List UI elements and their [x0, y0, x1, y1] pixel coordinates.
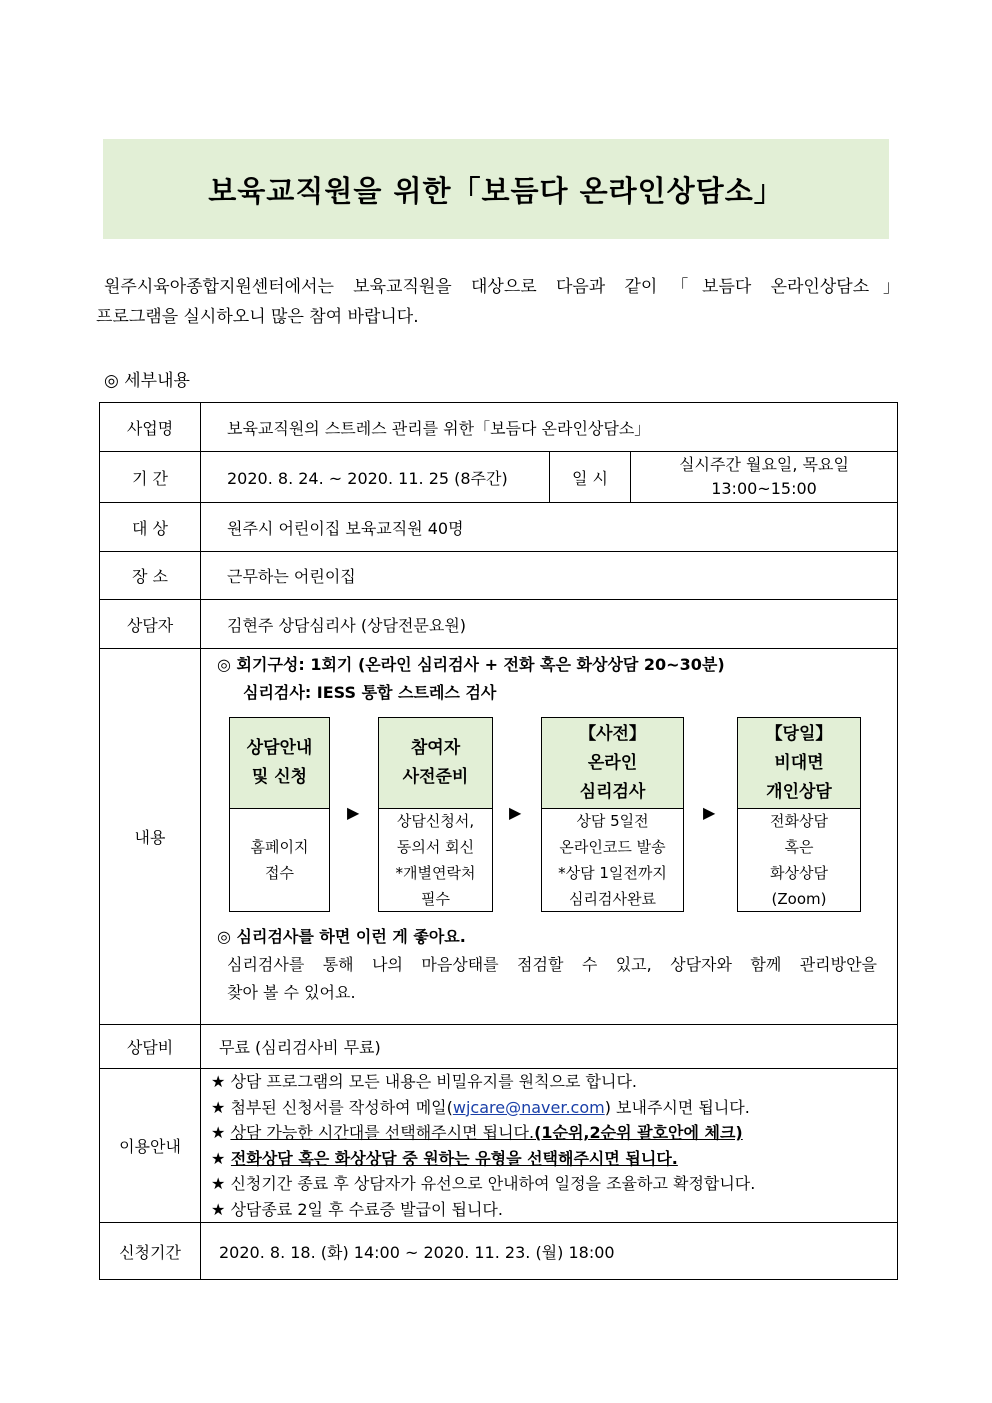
step-4-body	[738, 809, 860, 911]
guide-text: 상담 가능한 시간대를 선택해주시면 됩니다.	[230, 1123, 535, 1142]
guide-item	[211, 1120, 897, 1146]
step-2	[378, 717, 493, 912]
step-3-body	[542, 809, 683, 911]
row-period	[100, 452, 898, 503]
time-value	[631, 452, 898, 503]
step-3	[541, 717, 684, 912]
step-4-head-line: 【당일】	[765, 723, 833, 744]
step-3-head-line: 온라인	[587, 752, 638, 773]
step-1	[229, 717, 330, 912]
intro-line-2: 프로그램을 실시하오니 많은 참여 바랍니다.	[96, 307, 419, 327]
star-icon: ★	[211, 1199, 226, 1219]
arrow-right-icon: ▶	[347, 803, 360, 822]
step-2-body-line: 상담신청서,	[396, 812, 475, 830]
step-1-body	[230, 809, 329, 911]
step-3-body-line: 온라인코드 발송	[559, 838, 666, 856]
step-2-head	[379, 718, 492, 809]
step-2-body-line: 필수	[421, 890, 450, 908]
step-3-head-line: 【사전】	[579, 723, 646, 744]
row-place	[100, 552, 898, 600]
step-3-body-line: *상담 1일전까지	[558, 864, 667, 882]
step-4-head-line: 개인상담	[766, 781, 832, 802]
intro-paragraph	[96, 272, 900, 332]
guide-text-bold: (1순위,2순위 괄호안에 체크)	[534, 1123, 743, 1142]
guide-item	[211, 1197, 897, 1223]
step-2-head-line: 사전준비	[402, 767, 469, 787]
step-3-head-line: 심리검사	[579, 781, 646, 802]
guide-text-bold: 전화상담 혹은 화상상담 중 원하는 유형을 선택해주시면 됩니다.	[230, 1148, 678, 1168]
guide-text: 첨부된 신청서를 작성하여 메일(	[230, 1097, 453, 1117]
row-guide	[100, 1069, 898, 1223]
step-3-body-line: 상담 5일전	[576, 812, 649, 830]
guide-item	[211, 1171, 897, 1197]
step-1-body-line: 접수	[265, 864, 294, 882]
guide-value	[201, 1069, 898, 1223]
email-link[interactable]: wjcare@naver.com	[452, 1097, 605, 1117]
row-fee	[100, 1025, 898, 1069]
benefit-line-2: 찾아 볼 수 있어요.	[227, 983, 356, 1002]
fee-label: 상담비	[100, 1025, 201, 1069]
step-2-head-line: 참여자	[410, 738, 461, 758]
fee-value: 무료 (심리검사비 무료)	[201, 1025, 898, 1069]
step-4-body-line: 전화상담	[770, 812, 828, 830]
step-3-head	[542, 718, 683, 809]
step-3-body-line: 심리검사완료	[569, 890, 656, 908]
session-structure: ◎ 회기구성: 1회기 (온라인 심리검사 + 전화 혹은 화상상담 20~30분)	[217, 655, 725, 674]
step-4-body-line: (Zoom)	[771, 890, 827, 908]
test-name: 심리검사: IESS 통합 스트레스 검사	[243, 683, 497, 702]
star-icon: ★	[211, 1072, 226, 1091]
counselor-value: 김현주 상담심리사 (상담전문요원)	[201, 600, 898, 649]
content-label: 내용	[100, 649, 201, 1025]
target-value: 원주시 어린이집 보육교직원 40명	[201, 503, 898, 552]
step-2-body-line: 동의서 회신	[396, 838, 475, 856]
row-target	[100, 503, 898, 552]
row-business	[100, 403, 898, 452]
step-2-body-line: *개별연락처	[395, 864, 476, 882]
time-line-2: 13:00~15:00	[711, 479, 817, 498]
page-title: 보육교직원을 위한「보듬다 온라인상담소」	[208, 173, 784, 208]
process-flow	[201, 717, 897, 923]
counselor-label: 상담자	[100, 600, 201, 649]
arrow-right-icon: ▶	[703, 803, 716, 822]
row-apply	[100, 1223, 898, 1280]
step-4-head-line: 비대면	[774, 752, 824, 773]
step-4-body-line: 화상상담	[770, 864, 828, 882]
apply-value: 2020. 8. 18. (화) 14:00 ~ 2020. 11. 23. (월) 18:00	[201, 1223, 898, 1280]
benefit-heading: ◎ 심리검사를 하면 이런 게 좋아요.	[217, 927, 466, 946]
business-value: 보육교직원의 스트레스 관리를 위한「보듬다 온라인상담소」	[201, 403, 898, 452]
star-icon: ★	[211, 1097, 226, 1117]
content-value	[201, 649, 898, 1025]
step-1-head	[230, 718, 329, 809]
benefit-line-1: 심리검사를 통해 나의 마음상태를 점검할 수 있고, 상담자와 함께 관리방안을	[227, 955, 877, 974]
details-table	[99, 402, 898, 1280]
guide-text: ) 보내주시면 됩니다.	[604, 1097, 750, 1117]
step-1-body-line: 홈페이지	[250, 838, 309, 856]
step-1-head-line: 및 신청	[251, 767, 308, 787]
step-1-head-line: 상담안내	[246, 738, 313, 758]
section-heading: ◎ 세부내용	[104, 371, 190, 391]
target-label: 대 상	[100, 503, 201, 552]
time-line-1: 실시주간 월요일, 목요일	[679, 455, 849, 474]
place-label: 장 소	[100, 552, 201, 600]
time-label: 일 시	[550, 452, 631, 503]
star-icon: ★	[211, 1174, 226, 1193]
period-label: 기 간	[100, 452, 201, 503]
step-4-head	[738, 718, 860, 809]
apply-label: 신청기간	[100, 1223, 201, 1280]
business-label: 사업명	[100, 403, 201, 452]
guide-text: 신청기간 종료 후 상담자가 유선으로 안내하여 일정을 조율하고 확정합니다.	[230, 1174, 756, 1193]
period-value: 2020. 8. 24. ~ 2020. 11. 25 (8주간)	[201, 452, 550, 503]
guide-item	[211, 1095, 897, 1121]
title-banner	[103, 139, 889, 239]
guide-label: 이용안내	[100, 1069, 201, 1223]
place-value: 근무하는 어린이집	[201, 552, 898, 600]
step-4-body-line: 혹은	[784, 838, 814, 856]
guide-text: 상담 프로그램의 모든 내용은 비밀유지를 원칙으로 합니다.	[230, 1072, 637, 1091]
arrow-right-icon: ▶	[509, 803, 522, 822]
step-4	[737, 717, 861, 912]
guide-item	[211, 1146, 897, 1172]
intro-line-1: 원주시육아종합지원센터에서는 보육교직원을 대상으로 다음과 같이「보듬다 온라인상담소」	[104, 277, 900, 297]
guide-item	[211, 1069, 897, 1095]
star-icon: ★	[211, 1123, 226, 1142]
star-icon: ★	[211, 1148, 226, 1168]
row-content	[100, 649, 898, 1025]
row-counselor	[100, 600, 898, 649]
guide-text: 상담종료 2일 후 수료증 발급이 됩니다.	[230, 1199, 503, 1219]
step-2-body	[379, 809, 492, 911]
